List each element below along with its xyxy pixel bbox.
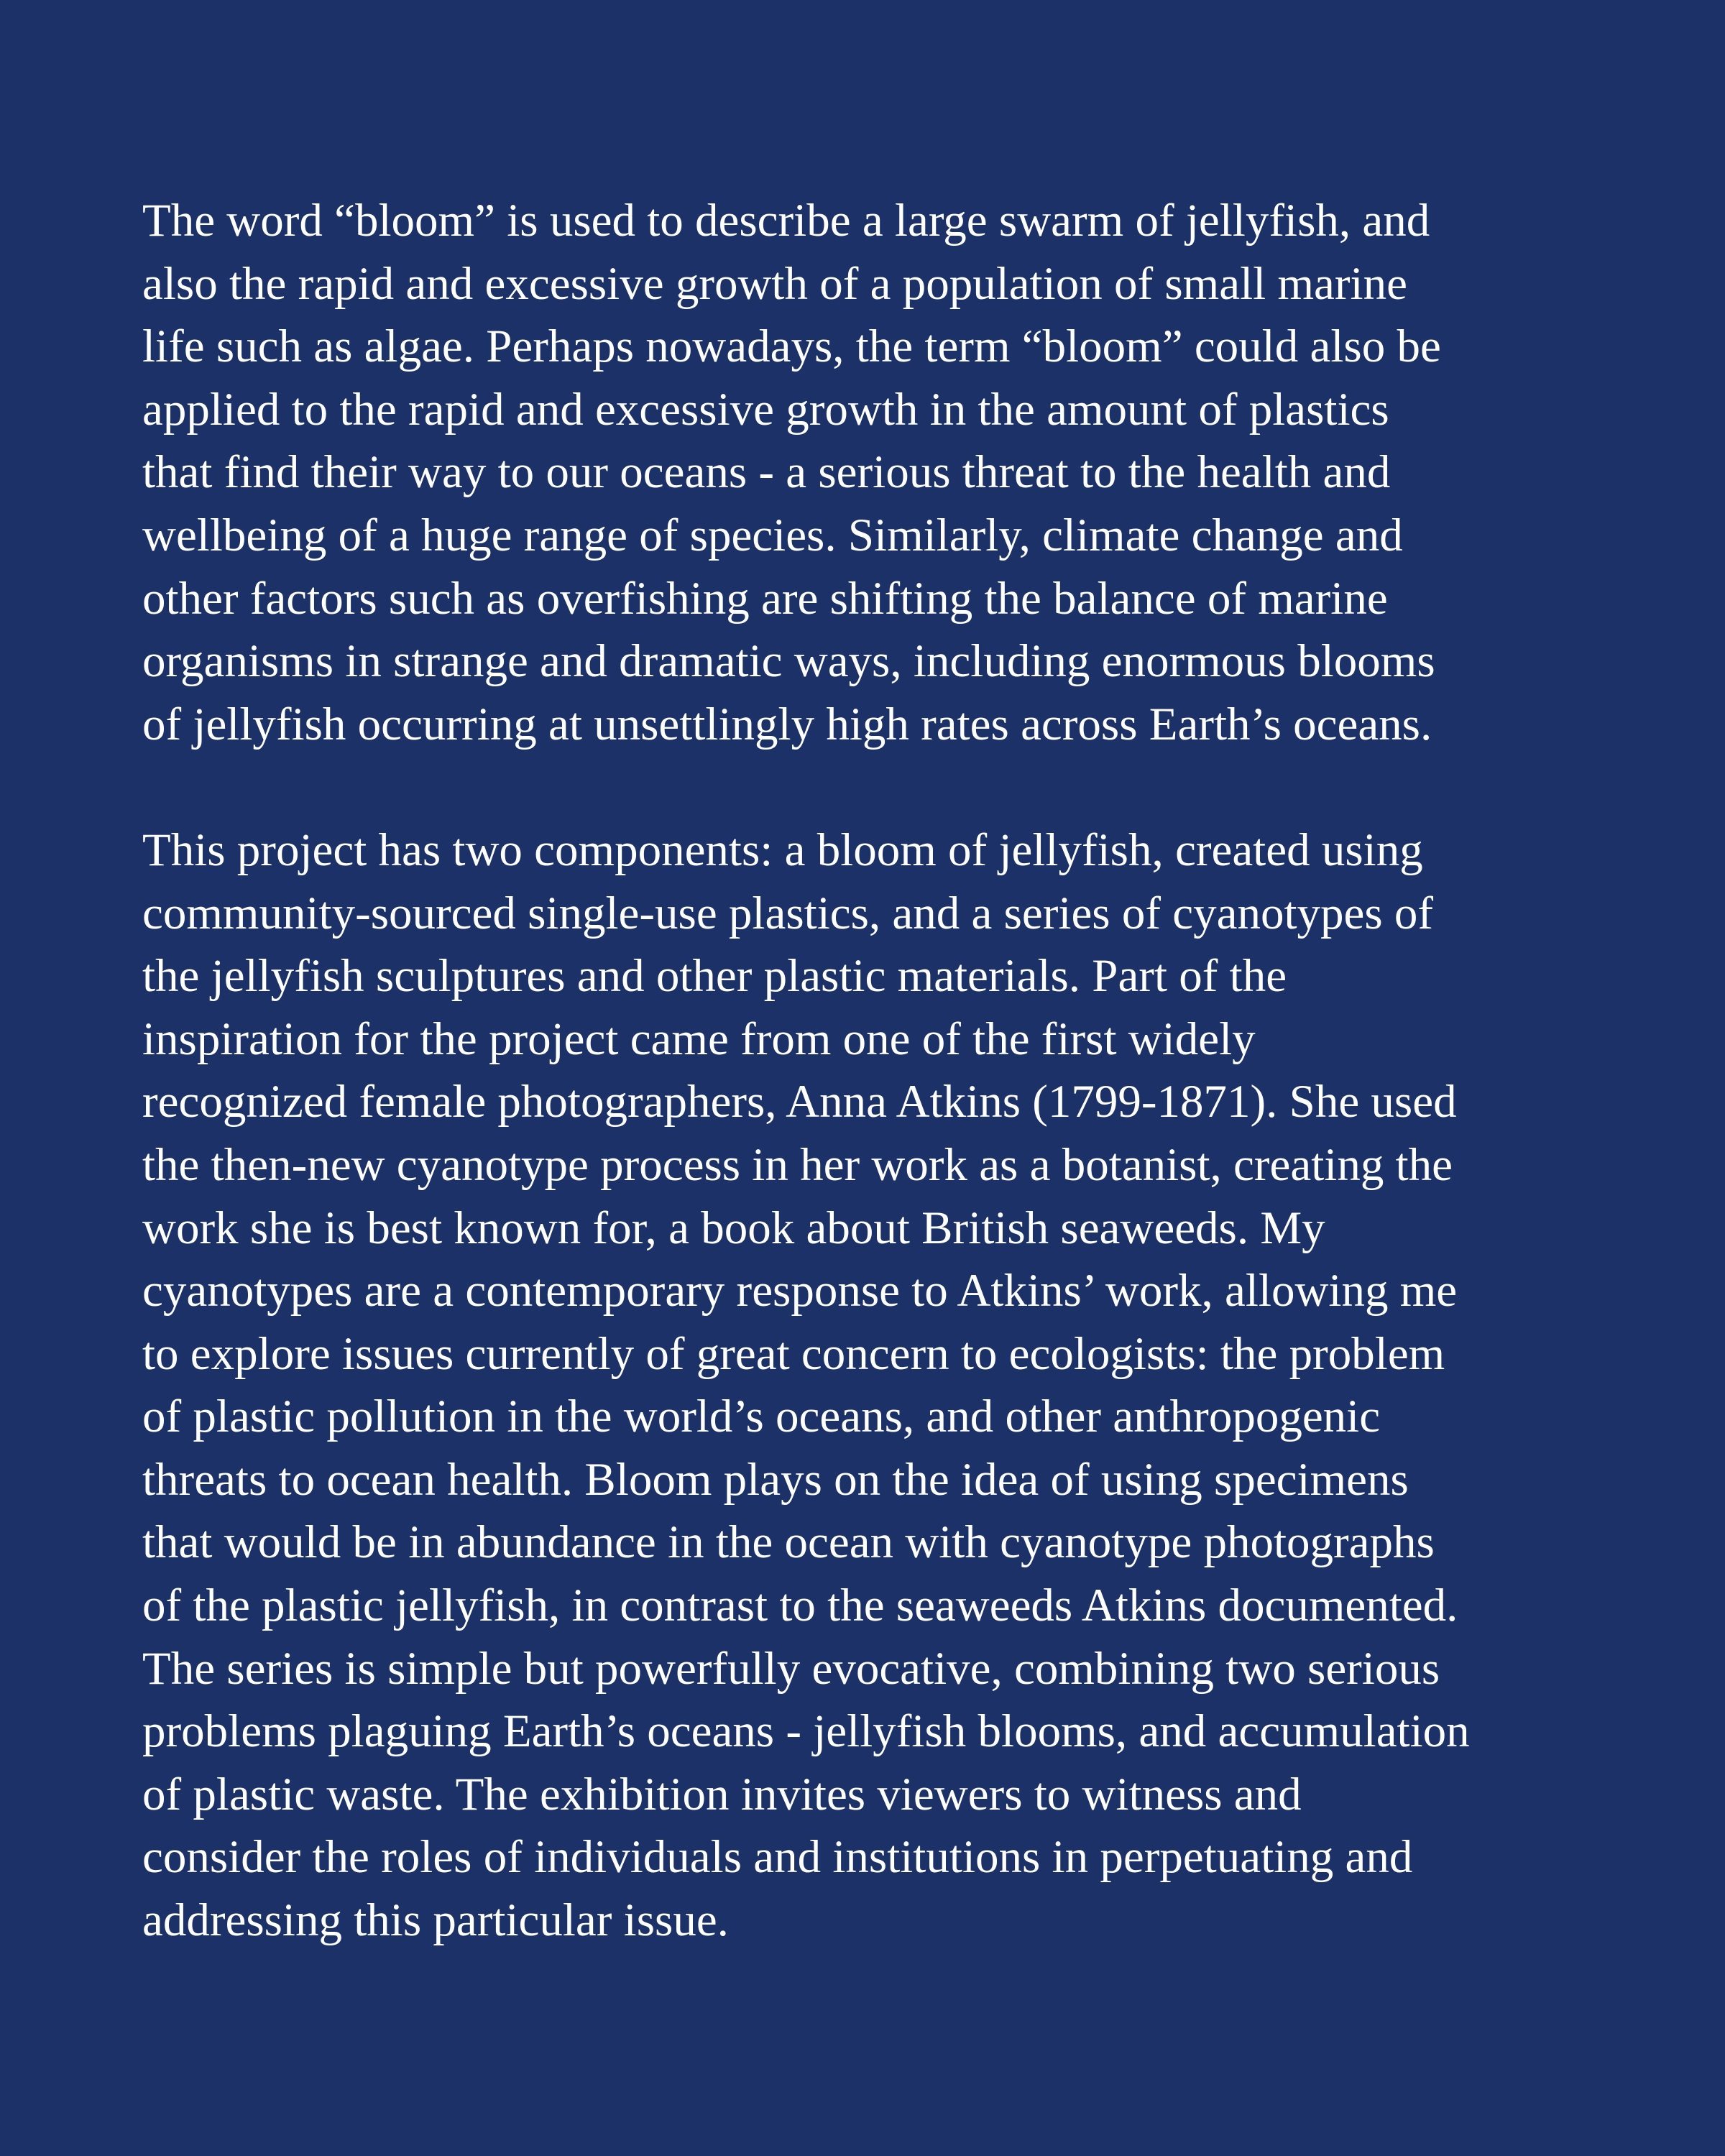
text-line: This project has two components: a bloom of jellyfish, created using — [142, 824, 1423, 876]
text-line: organisms in strange and dramatic ways, including enormous blooms — [142, 635, 1435, 688]
text-line: that would be in abundance in the ocean with cyanotype photographs — [142, 1516, 1435, 1569]
text-line: work she is best known for, a book about British seaweeds. My — [142, 1202, 1325, 1254]
paragraph-project — [142, 819, 1594, 1953]
text-line: cyanotypes are a contemporary response to Atkins’ work, allowing me — [142, 1265, 1458, 1317]
text-line: recognized female photographers, Anna Atkins (1799-1871). She used — [142, 1076, 1457, 1128]
text-line: community-sourced single-use plastics, and a series of cyanotypes of — [142, 887, 1434, 939]
text-line: addressing this particular issue. — [142, 1894, 729, 1947]
text-line: the jellyfish sculptures and other plastic materials. Part of the — [142, 950, 1287, 1003]
text-line: other factors such as overfishing are shifting the balance of marine — [142, 572, 1388, 625]
text-line: The series is simple but powerfully evocative, combining two serious — [142, 1642, 1440, 1695]
body-text — [142, 190, 1594, 1953]
text-line: inspiration for the project came from one of the first widely — [142, 1013, 1256, 1065]
text-line: applied to the rapid and excessive growth in the amount of plastics — [142, 383, 1389, 436]
text-line: consider the roles of individuals and institutions in perpetuating and — [142, 1831, 1413, 1884]
text-line: of plastic pollution in the world’s oceans, and other anthropogenic — [142, 1391, 1381, 1443]
text-line: life such as algae. Perhaps nowadays, the term “bloom” could also be — [142, 321, 1441, 373]
text-line: of plastic waste. The exhibition invites viewers to witness and — [142, 1768, 1302, 1820]
text-line: that find their way to our oceans - a serious threat to the health and — [142, 446, 1391, 499]
text-line: The word “bloom” is used to describe a large swarm of jellyfish, and — [142, 195, 1430, 247]
text-line: of the plastic jellyfish, in contrast to the seaweeds Atkins documented. — [142, 1580, 1458, 1632]
paragraph-intro — [142, 190, 1594, 756]
text-line: threats to ocean health. Bloom plays on the idea of using specimens — [142, 1453, 1409, 1506]
text-line: also the rapid and excessive growth of a population of small marine — [142, 257, 1407, 310]
text-line: to explore issues currently of great concern to ecologists: the problem — [142, 1327, 1445, 1380]
text-line: of jellyfish occurring at unsettlingly high rates across Earth’s oceans. — [142, 698, 1432, 750]
text-line: wellbeing of a huge range of species. Similarly, climate change and — [142, 509, 1403, 561]
text-line: problems plaguing Earth’s oceans - jellyfish blooms, and accumulation — [142, 1705, 1470, 1758]
text-line: the then-new cyanotype process in her work as a botanist, creating the — [142, 1138, 1453, 1191]
